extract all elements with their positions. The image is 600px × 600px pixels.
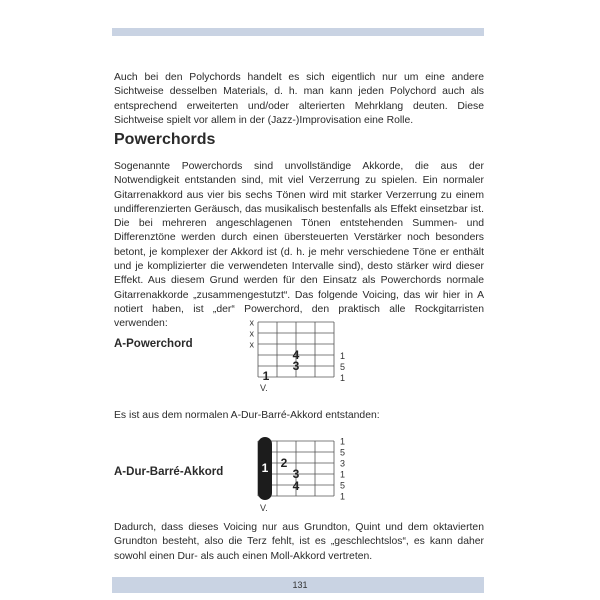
- power-chord-diagram: [250, 318, 346, 394]
- origin-paragraph: Es ist aus dem normalen A-Dur-Barré-Akkord entstanden:: [114, 410, 380, 421]
- interval-label: 5: [340, 480, 346, 491]
- interval-label: 3: [340, 458, 346, 469]
- interval-label: 1: [340, 436, 346, 447]
- interval-label: 5: [340, 362, 346, 372]
- section-heading: Powerchords: [114, 131, 216, 148]
- muted-string-mark: x: [249, 317, 254, 328]
- finger-number: 3: [292, 359, 300, 373]
- interval-label: 1: [340, 491, 346, 502]
- powerchords-paragraph: Sogenannte Powerchords sind unvollständige Akkorde, die aus der Notwendigkeit entstanden sind, mit viel Verzerrung zu spielen. Ein normaler Gitarrenakkord aus vier bis sechs Tönen wird mit starker Verzerrung zu einem undifferenzierten Geräusch, das musikalisch bestenfalls als Effekt einsetzbar ist. Die bei mehreren angeschlagenen Tönen entstehenden Summen- und Differenztöne werden durch einen übersteuerten Verstärker noch besonders betont, je komplexer der Akkord ist (d. h. je mehr verschiedene Töne er enthält und je komplizierter die verwendeten Intervalle sind), desto stärker wird dieser Effekt. Aus diesem Grund werden für den Einsatz als Powerchords normale Gitarrenakkorde „zusammengestutzt“. Das folgende Voicing, das wir hier in A notiert haben, ist „der“ Powerchord, den praktisch alle Rockgitarristen verwenden:: [114, 161, 484, 330]
- interval-label: 1: [340, 351, 346, 361]
- interval-label: 5: [340, 447, 346, 458]
- finger-number: 4: [292, 479, 300, 493]
- finger-number: 3: [292, 467, 300, 481]
- conclusion-paragraph: Dadurch, dass dieses Voicing nur aus Grundton, Quint und dem oktavierten Grundton besteht, also die Terz fehlt, ist es „geschlechtslos“, es kann daher sowohl einen Dur- als auch einen Moll-Akkord vertreten.: [114, 522, 484, 562]
- finger-number: 1: [262, 369, 270, 383]
- muted-string-mark: x: [249, 339, 254, 350]
- muted-string-mark: x: [249, 328, 254, 339]
- power-chord-label: A-Powerchord: [114, 338, 193, 350]
- barre-chord-diagram: [258, 437, 345, 514]
- barre-chord-label: A-Dur-Barré-Akkord: [114, 466, 224, 478]
- finger-number: 4: [292, 348, 300, 362]
- intro-paragraph: Auch bei den Polychords handelt es sich eigentlich nur um eine andere Sichtweise desselben Materials, d. h. man kann jeden Polychord auch als entsprechend erweiterten und/oder alterierten Mehrklang deuten. Diese Sichtweise spielt vor allem in der (Jazz-)Improvisation eine Rolle.: [114, 72, 484, 126]
- finger-number: 2: [280, 456, 288, 470]
- interval-label: 1: [340, 469, 346, 480]
- fret-position-label: V.: [260, 383, 268, 393]
- interval-label: 1: [340, 373, 346, 383]
- fret-position-label: V.: [260, 503, 268, 513]
- finger-number: 1: [261, 461, 269, 475]
- page-number: 131: [292, 580, 308, 590]
